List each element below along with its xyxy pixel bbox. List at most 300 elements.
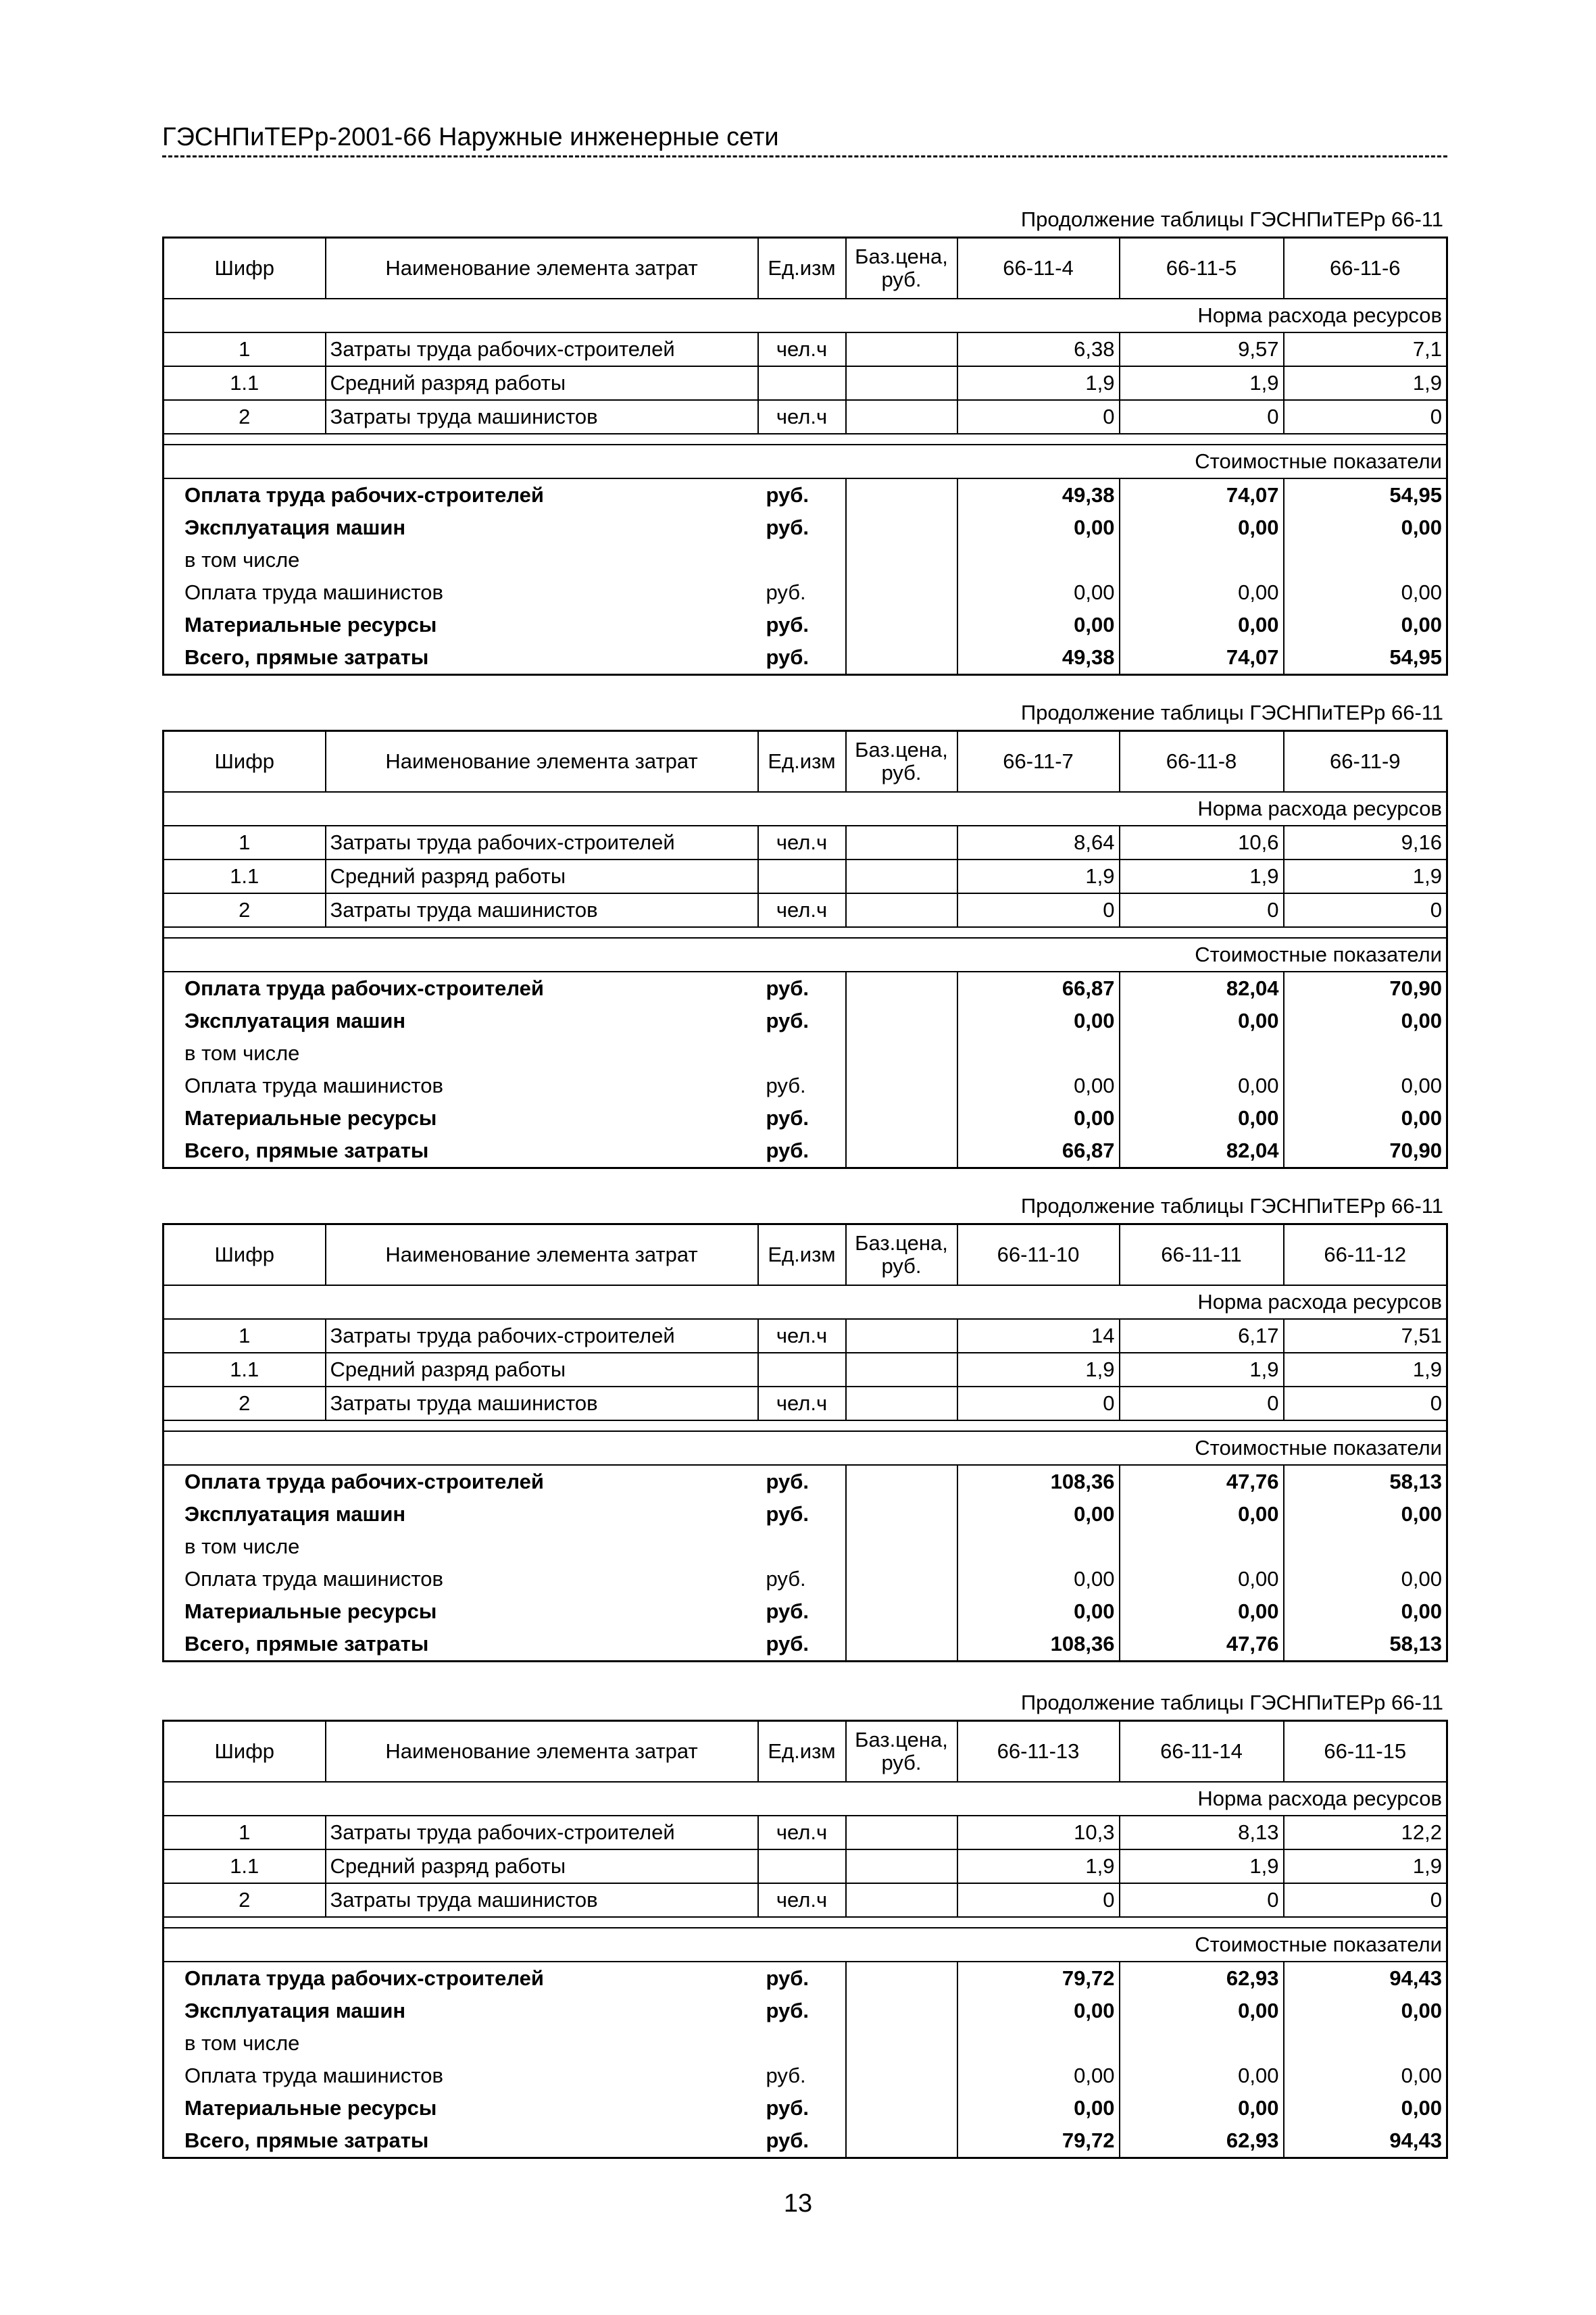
row-unit: руб. (766, 2129, 809, 2152)
cost-table-block (162, 203, 1446, 676)
row-price (846, 1498, 957, 1530)
row-code: 1 (164, 1319, 326, 1353)
section-cost-title: Стоимостные показатели (164, 445, 1447, 478)
row-unit: руб. (766, 645, 809, 669)
row-unit (758, 2027, 846, 2060)
table-row (164, 2027, 1447, 2060)
row-value: 1,9 (1284, 1849, 1447, 1883)
header-rate-code: 66-11-9 (1284, 731, 1447, 793)
row-value: 0,00 (1120, 1563, 1284, 1595)
table-row (164, 1387, 1447, 1420)
row-code: 1.1 (164, 1353, 326, 1387)
row-name: Эксплуатация машин (184, 1009, 406, 1032)
table-row (164, 1070, 1447, 1102)
row-code: 1.1 (164, 860, 326, 893)
row-value: 12,2 (1284, 1816, 1447, 1849)
row-name: Оплата труда рабочих-строителей (184, 483, 544, 507)
table-row (164, 1037, 1447, 1070)
row-name: Оплата труда машинистов (184, 1074, 443, 1097)
row-name: Оплата труда рабочих-строителей (184, 976, 544, 1000)
row-value: 0,00 (1284, 1005, 1447, 1037)
row-value (957, 544, 1120, 576)
row-code: 1.1 (164, 366, 326, 400)
row-name: Материальные ресурсы (184, 2096, 437, 2120)
row-unit (758, 366, 846, 400)
row-price (846, 1530, 957, 1563)
row-value (1120, 544, 1284, 576)
table-row (164, 1102, 1447, 1135)
row-value: 0,00 (957, 512, 1120, 544)
row-value: 49,38 (957, 641, 1120, 675)
row-price (846, 1465, 957, 1498)
table-row (164, 512, 1447, 544)
cost-table (162, 1223, 1448, 1662)
row-value: 1,9 (957, 366, 1120, 400)
row-code: 2 (164, 1387, 326, 1420)
table-row (164, 1135, 1447, 1168)
row-name: Оплата труда машинистов (184, 580, 443, 604)
row-name: Затраты труда рабочих-строителей (326, 1816, 758, 1849)
row-unit (758, 1849, 846, 1883)
row-unit: руб. (766, 483, 809, 507)
row-unit: руб. (766, 1074, 806, 1097)
row-value: 1,9 (1284, 366, 1447, 400)
row-unit: чел.ч (758, 1883, 846, 1917)
row-unit: чел.ч (758, 1816, 846, 1849)
row-value (1284, 2027, 1447, 2060)
page-number: 13 (783, 2189, 813, 2218)
row-value: 8,13 (1120, 1816, 1284, 1849)
row-value: 49,38 (957, 478, 1120, 512)
table-row (164, 400, 1447, 434)
row-price (846, 1563, 957, 1595)
table-row (164, 1995, 1447, 2027)
row-value: 70,90 (1284, 1135, 1447, 1168)
section-row (164, 938, 1447, 972)
table-caption: Продолжение таблицы ГЭСНПиТЕРр 66-11 (1020, 1194, 1443, 1218)
table-header-row (164, 731, 1447, 793)
section-row (164, 1285, 1447, 1319)
row-value: 79,72 (957, 1962, 1120, 1995)
section-norm-title: Норма расхода ресурсов (164, 792, 1447, 826)
row-unit: руб. (766, 1632, 809, 1656)
row-value: 47,76 (1120, 1465, 1284, 1498)
row-value: 10,3 (957, 1816, 1120, 1849)
row-unit: руб. (766, 1106, 809, 1130)
header-unit: Ед.изм (758, 1721, 846, 1783)
row-value: 62,93 (1120, 1962, 1284, 1995)
row-name: Материальные ресурсы (184, 1106, 437, 1130)
table-row (164, 860, 1447, 893)
row-name: Всего, прямые затраты (184, 1632, 429, 1656)
row-value: 0,00 (1120, 1070, 1284, 1102)
table-row (164, 1849, 1447, 1883)
row-value: 0,00 (957, 2092, 1120, 2124)
row-value: 0,00 (957, 609, 1120, 641)
row-value: 0 (957, 400, 1120, 434)
row-code: 1 (164, 1816, 326, 1849)
row-value: 94,43 (1284, 2124, 1447, 2158)
row-price (846, 2124, 957, 2158)
row-price (846, 2092, 957, 2124)
row-name: Оплата труда машинистов (184, 2064, 443, 2087)
row-value: 66,87 (957, 972, 1120, 1005)
row-price (846, 1387, 957, 1420)
spacer (164, 1917, 1447, 1928)
row-value: 1,9 (1120, 1353, 1284, 1387)
row-value: 0 (1120, 400, 1284, 434)
table-row (164, 1595, 1447, 1628)
row-name: в том числе (184, 548, 300, 572)
section-norm-title: Норма расхода ресурсов (164, 299, 1447, 332)
header-name: Наименование элемента затрат (326, 1224, 758, 1286)
row-price (846, 1816, 957, 1849)
header-rate-code: 66-11-13 (957, 1721, 1120, 1783)
header-name: Наименование элемента затрат (326, 1721, 758, 1783)
row-price (846, 478, 957, 512)
row-value: 6,17 (1120, 1319, 1284, 1353)
row-value: 0,00 (957, 1498, 1120, 1530)
row-value: 54,95 (1284, 478, 1447, 512)
header-rate-code: 66-11-7 (957, 731, 1120, 793)
row-unit: руб. (766, 516, 809, 539)
row-value: 0,00 (1284, 1995, 1447, 2027)
page-header: ГЭСНПиТЕРр-2001-66 Наружные инженерные сети (162, 122, 1447, 157)
row-name: Эксплуатация машин (184, 1502, 406, 1526)
row-code: 2 (164, 893, 326, 927)
row-price (846, 512, 957, 544)
row-unit: руб. (766, 976, 809, 1000)
table-row (164, 1319, 1447, 1353)
header-code: Шифр (164, 1721, 326, 1783)
row-value: 0 (1284, 893, 1447, 927)
row-value: 0,00 (957, 1995, 1120, 2027)
spacer (164, 1420, 1447, 1431)
row-value: 0 (1284, 400, 1447, 434)
table-row (164, 1628, 1447, 1662)
header-code: Шифр (164, 238, 326, 299)
row-value: 1,9 (1284, 860, 1447, 893)
row-value: 0 (1120, 1883, 1284, 1917)
table-row (164, 893, 1447, 927)
row-value: 14 (957, 1319, 1120, 1353)
row-value: 62,93 (1120, 2124, 1284, 2158)
row-price (846, 1102, 957, 1135)
row-name: в том числе (184, 2031, 300, 2055)
row-value: 0,00 (1284, 1102, 1447, 1135)
row-price (846, 1070, 957, 1102)
row-value: 1,9 (1120, 1849, 1284, 1883)
table-row (164, 641, 1447, 675)
row-value: 0 (1120, 1387, 1284, 1420)
header-rate-code: 66-11-6 (1284, 238, 1447, 299)
row-value (1284, 1530, 1447, 1563)
row-value: 79,72 (957, 2124, 1120, 2158)
row-value: 0,00 (1284, 1070, 1447, 1102)
row-value: 8,64 (957, 826, 1120, 860)
row-value: 58,13 (1284, 1628, 1447, 1662)
row-price (846, 1353, 957, 1387)
row-value: 0 (1284, 1387, 1447, 1420)
table-row (164, 609, 1447, 641)
row-price (846, 544, 957, 576)
row-value: 82,04 (1120, 1135, 1284, 1168)
row-value: 0 (957, 1387, 1120, 1420)
row-value: 58,13 (1284, 1465, 1447, 1498)
row-value: 70,90 (1284, 972, 1447, 1005)
table-caption: Продолжение таблицы ГЭСНПиТЕРр 66-11 (1020, 207, 1443, 231)
row-unit (758, 860, 846, 893)
section-cost-title: Стоимостные показатели (164, 1928, 1447, 1962)
row-price (846, 2060, 957, 2092)
row-value: 0,00 (1120, 512, 1284, 544)
row-value: 0,00 (1120, 1498, 1284, 1530)
header-rate-code: 66-11-4 (957, 238, 1120, 299)
table-row (164, 478, 1447, 512)
row-value (1284, 544, 1447, 576)
row-value: 7,51 (1284, 1319, 1447, 1353)
row-price (846, 1135, 957, 1168)
table-row (164, 1816, 1447, 1849)
row-unit: чел.ч (758, 332, 846, 366)
row-unit: руб. (766, 1470, 809, 1493)
row-value: 0,00 (957, 1070, 1120, 1102)
row-value: 0,00 (1284, 1498, 1447, 1530)
row-value: 0 (1120, 893, 1284, 927)
row-price (846, 609, 957, 641)
row-value: 1,9 (957, 860, 1120, 893)
section-cost-title: Стоимостные показатели (164, 938, 1447, 972)
row-value: 0,00 (1284, 2060, 1447, 2092)
row-price (846, 1962, 957, 1995)
row-unit: руб. (766, 1009, 809, 1032)
row-unit: руб. (766, 580, 806, 604)
cost-table-block (162, 696, 1446, 1169)
section-row (164, 445, 1447, 478)
row-name: в том числе (184, 1535, 300, 1558)
header-code: Шифр (164, 1224, 326, 1286)
row-unit: руб. (766, 1966, 809, 1990)
row-unit: руб. (766, 613, 809, 637)
row-price (846, 576, 957, 609)
row-value: 94,43 (1284, 1962, 1447, 1995)
row-price (846, 2027, 957, 2060)
row-value: 0,00 (957, 1102, 1120, 1135)
row-value: 0,00 (1284, 609, 1447, 641)
row-name: Материальные ресурсы (184, 613, 437, 637)
header-name: Наименование элемента затрат (326, 731, 758, 793)
row-value (1120, 2027, 1284, 2060)
row-name: Затраты труда рабочих-строителей (326, 332, 758, 366)
table-row (164, 2060, 1447, 2092)
table-row (164, 826, 1447, 860)
row-name: Оплата труда рабочих-строителей (184, 1966, 544, 1990)
row-value: 1,9 (1120, 860, 1284, 893)
row-value (957, 2027, 1120, 2060)
cost-table (162, 730, 1448, 1169)
row-name: Средний разряд работы (326, 860, 758, 893)
row-unit: руб. (766, 1567, 806, 1591)
row-value: 82,04 (1120, 972, 1284, 1005)
row-name: Затраты труда рабочих-строителей (326, 826, 758, 860)
row-code: 2 (164, 1883, 326, 1917)
header-unit: Ед.изм (758, 238, 846, 299)
row-unit: руб. (766, 1999, 809, 2022)
row-value: 0,00 (1120, 1595, 1284, 1628)
table-row (164, 1563, 1447, 1595)
row-price (846, 1005, 957, 1037)
row-value: 47,76 (1120, 1628, 1284, 1662)
row-value (957, 1037, 1120, 1070)
row-unit: руб. (766, 1502, 809, 1526)
section-row (164, 299, 1447, 332)
row-value: 0,00 (1284, 1595, 1447, 1628)
header-rate-code: 66-11-5 (1120, 238, 1284, 299)
row-price (846, 400, 957, 434)
row-value (1120, 1530, 1284, 1563)
table-header-row (164, 1224, 1447, 1286)
header-unit: Ед.изм (758, 1224, 846, 1286)
row-unit: руб. (766, 2096, 809, 2120)
table-caption: Продолжение таблицы ГЭСНПиТЕРр 66-11 (1020, 1691, 1443, 1714)
row-value: 0,00 (1120, 1102, 1284, 1135)
row-unit (758, 1037, 846, 1070)
table-caption: Продолжение таблицы ГЭСНПиТЕРр 66-11 (1020, 701, 1443, 724)
table-row (164, 2124, 1447, 2158)
header-price: Баз.цена, руб. (846, 1721, 957, 1783)
row-value: 0,00 (1284, 576, 1447, 609)
row-name: в том числе (184, 1041, 300, 1065)
row-name: Всего, прямые затраты (184, 2129, 429, 2152)
row-unit (758, 1530, 846, 1563)
row-value: 0 (957, 1883, 1120, 1917)
section-cost-title: Стоимостные показатели (164, 1431, 1447, 1465)
table-row (164, 366, 1447, 400)
header-price: Баз.цена, руб. (846, 238, 957, 299)
header-unit: Ед.изм (758, 731, 846, 793)
row-price (846, 1628, 957, 1662)
row-unit: чел.ч (758, 826, 846, 860)
table-row (164, 332, 1447, 366)
row-value: 0 (1284, 1883, 1447, 1917)
row-name: Оплата труда машинистов (184, 1567, 443, 1591)
header-rate-code: 66-11-10 (957, 1224, 1120, 1286)
row-value: 66,87 (957, 1135, 1120, 1168)
row-price (846, 893, 957, 927)
row-name: Всего, прямые затраты (184, 645, 429, 669)
row-value: 0,00 (1120, 1005, 1284, 1037)
table-row (164, 1465, 1447, 1498)
row-price (846, 366, 957, 400)
section-row (164, 792, 1447, 826)
row-code: 2 (164, 400, 326, 434)
cost-table (162, 1720, 1448, 2159)
row-unit: чел.ч (758, 1387, 846, 1420)
row-value: 0,00 (1284, 512, 1447, 544)
row-value: 54,95 (1284, 641, 1447, 675)
section-norm-title: Норма расхода ресурсов (164, 1782, 1447, 1816)
row-price (846, 1595, 957, 1628)
table-row (164, 576, 1447, 609)
row-name: Средний разряд работы (326, 1849, 758, 1883)
row-unit: руб. (766, 1599, 809, 1623)
row-value: 0,00 (1284, 1563, 1447, 1595)
header-rate-code: 66-11-11 (1120, 1224, 1284, 1286)
row-name: Затраты труда рабочих-строителей (326, 1319, 758, 1353)
header-price: Баз.цена, руб. (846, 731, 957, 793)
row-name: Затраты труда машинистов (326, 893, 758, 927)
row-name: Затраты труда машинистов (326, 1387, 758, 1420)
row-unit (758, 1353, 846, 1387)
row-price (846, 641, 957, 675)
row-name: Всего, прямые затраты (184, 1139, 429, 1162)
section-norm-title: Норма расхода ресурсов (164, 1285, 1447, 1319)
row-value: 0,00 (1120, 609, 1284, 641)
table-row (164, 1883, 1447, 1917)
row-value: 0,00 (1120, 576, 1284, 609)
row-value: 0,00 (957, 576, 1120, 609)
row-value: 1,9 (1284, 1353, 1447, 1387)
row-value: 9,16 (1284, 826, 1447, 860)
table-row (164, 972, 1447, 1005)
section-row (164, 1928, 1447, 1962)
table-row (164, 1530, 1447, 1563)
table-row (164, 544, 1447, 576)
spacer (164, 434, 1447, 445)
row-unit: руб. (766, 2064, 806, 2087)
row-value: 0 (957, 893, 1120, 927)
row-unit: чел.ч (758, 893, 846, 927)
row-unit (758, 544, 846, 576)
row-value: 6,38 (957, 332, 1120, 366)
spacer (164, 927, 1447, 938)
row-value: 74,07 (1120, 478, 1284, 512)
row-value: 9,57 (1120, 332, 1284, 366)
table-row (164, 2092, 1447, 2124)
header-rate-code: 66-11-15 (1284, 1721, 1447, 1783)
header-name: Наименование элемента затрат (326, 238, 758, 299)
row-value: 108,36 (957, 1628, 1120, 1662)
row-name: Средний разряд работы (326, 366, 758, 400)
row-value (1120, 1037, 1284, 1070)
row-price (846, 826, 957, 860)
row-unit: чел.ч (758, 400, 846, 434)
table-row (164, 1498, 1447, 1530)
row-name: Средний разряд работы (326, 1353, 758, 1387)
row-price (846, 860, 957, 893)
header-rate-code: 66-11-14 (1120, 1721, 1284, 1783)
section-row (164, 1782, 1447, 1816)
row-unit: чел.ч (758, 1319, 846, 1353)
row-code: 1.1 (164, 1849, 326, 1883)
row-value (1284, 1037, 1447, 1070)
row-value: 108,36 (957, 1465, 1120, 1498)
row-name: Затраты труда машинистов (326, 400, 758, 434)
row-value: 0,00 (957, 2060, 1120, 2092)
row-price (846, 1995, 957, 2027)
row-price (846, 1883, 957, 1917)
table-header-row (164, 238, 1447, 299)
row-value: 1,9 (1120, 366, 1284, 400)
row-value: 0,00 (957, 1595, 1120, 1628)
row-code: 1 (164, 826, 326, 860)
row-value: 0,00 (1284, 2092, 1447, 2124)
table-row (164, 1005, 1447, 1037)
row-code: 1 (164, 332, 326, 366)
section-row (164, 1431, 1447, 1465)
row-value: 10,6 (1120, 826, 1284, 860)
row-value: 0,00 (957, 1005, 1120, 1037)
